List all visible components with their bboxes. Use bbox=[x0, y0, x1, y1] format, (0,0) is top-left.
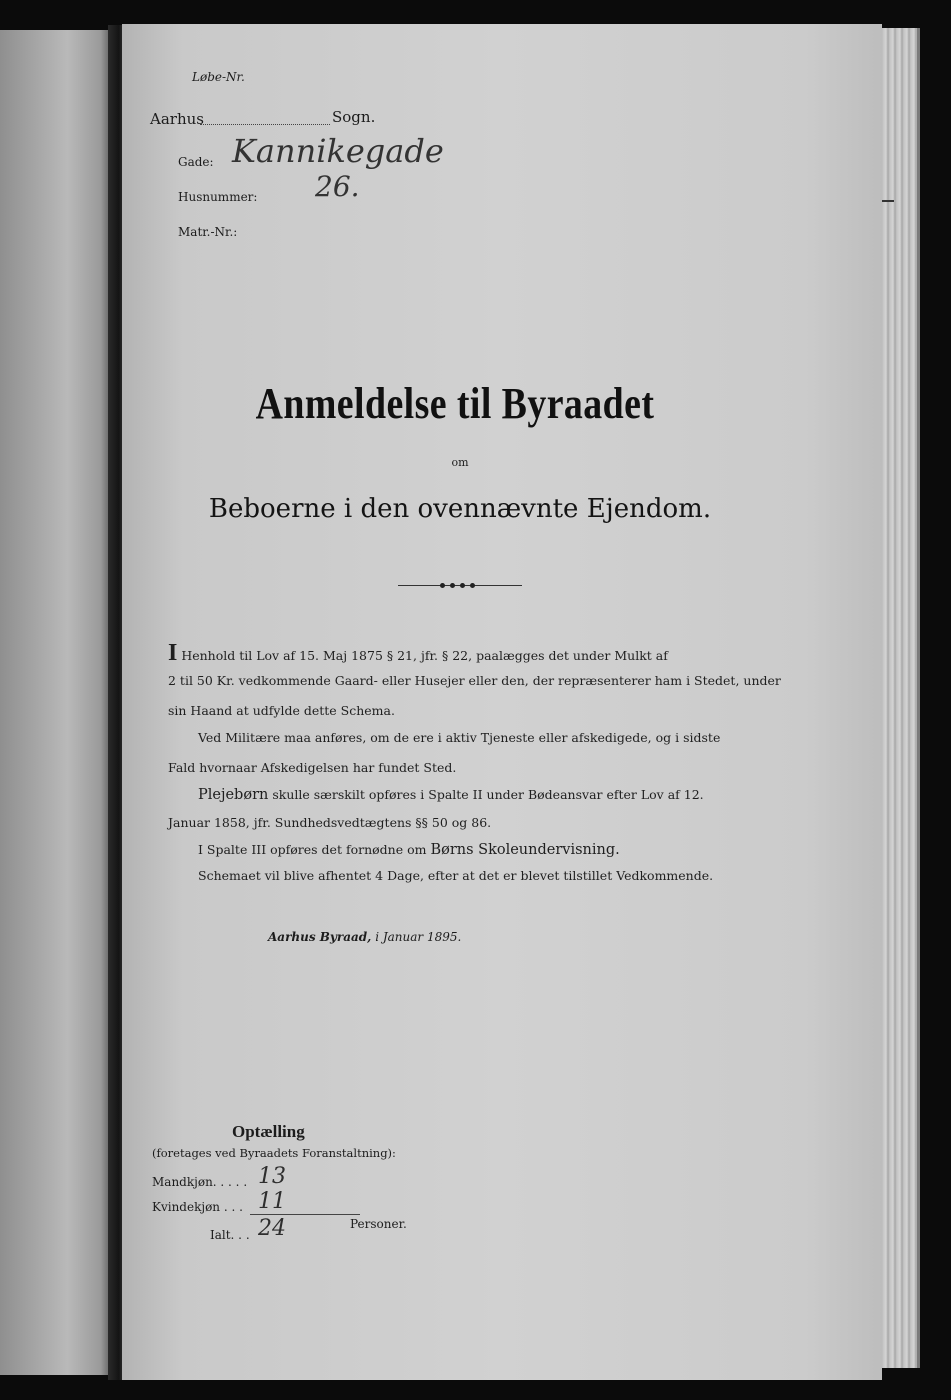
paragraph-1-line-3: sin Haand at udfylde dette Schema. bbox=[168, 703, 395, 718]
signature-line bbox=[268, 930, 461, 944]
paragraph-1-line-1: I Henhold til Lov af 15. Maj 1875 § 21, jfr. § 22, paalægges det under Mulkt af bbox=[168, 640, 668, 666]
female-count-label: Kvindekjøn . . . bbox=[152, 1200, 243, 1214]
drop-initial: I bbox=[168, 640, 178, 666]
street-handwritten-value: Kannikegade bbox=[232, 132, 444, 170]
count-subtitle: (foretages ved Byraadets Foranstaltning): bbox=[152, 1146, 396, 1160]
document-subtitle: Beboerne i den ovennævnte Ejendom. bbox=[208, 494, 712, 524]
signature-org: Aarhus Byraad, bbox=[268, 930, 372, 944]
street-label: Gade: bbox=[178, 155, 214, 169]
female-count-value: 11 bbox=[258, 1189, 286, 1214]
parish-fill-line bbox=[200, 124, 330, 125]
title-connector: om bbox=[451, 456, 469, 469]
male-count-label: Mandkjøn. . . . . bbox=[152, 1175, 248, 1189]
total-count-value: 24 bbox=[258, 1216, 286, 1241]
decorative-rule bbox=[398, 583, 522, 589]
signature-date: i Januar 1895. bbox=[375, 930, 462, 944]
total-count-label: Ialt. . . bbox=[210, 1228, 250, 1242]
emphasis-plejeborn: Plejebørn bbox=[198, 787, 269, 803]
paragraph-2-line-2: Fald hvornaar Afskedigelsen har fundet Sted. bbox=[168, 760, 457, 775]
document-title: Anmeldelse til Byraadet bbox=[255, 379, 655, 428]
parish-label: Sogn. bbox=[332, 108, 376, 126]
matr-nr-label: Matr.-Nr.: bbox=[178, 225, 238, 239]
male-count-value: 13 bbox=[258, 1164, 286, 1189]
paragraph-3-line-2: Januar 1858, jfr. Sundhedsvedtægtens §§ 50 og 86. bbox=[168, 815, 492, 830]
paragraph-1-line-2: 2 til 50 Kr. vedkommende Gaard- eller Husejer eller den, der repræsenterer ham i Stedet, under bbox=[168, 673, 781, 688]
lobe-nr-label: Løbe-Nr. bbox=[192, 70, 245, 84]
house-number-handwritten-value: 26. bbox=[315, 170, 360, 203]
persons-label: Personer. bbox=[350, 1217, 407, 1231]
house-number-label: Husnummer: bbox=[178, 190, 258, 204]
paragraph-3-line-1: Plejebørn skulle særskilt opføres i Spalte II under Bødeansvar efter Lov af 12. bbox=[198, 787, 704, 803]
left-page-edge bbox=[0, 30, 112, 1375]
emphasis-skoleundervisning: Børns Skoleundervisning. bbox=[430, 842, 620, 858]
paragraph-2-line-1: Ved Militære maa anføres, om de ere i aktiv Tjeneste eller afskedigede, og i sidste bbox=[198, 730, 721, 745]
paragraph-5-line-1: Schemaet vil blive afhentet 4 Dage, efter at det er blevet tilstillet Vedkommende. bbox=[198, 868, 714, 883]
count-title: Optælling bbox=[232, 1122, 305, 1141]
count-sum-rule bbox=[250, 1214, 360, 1215]
city-label: Aarhus bbox=[150, 110, 204, 128]
paragraph-4-line-1: I Spalte III opføres det fornødne om Børns Skoleundervisning. bbox=[198, 842, 620, 858]
